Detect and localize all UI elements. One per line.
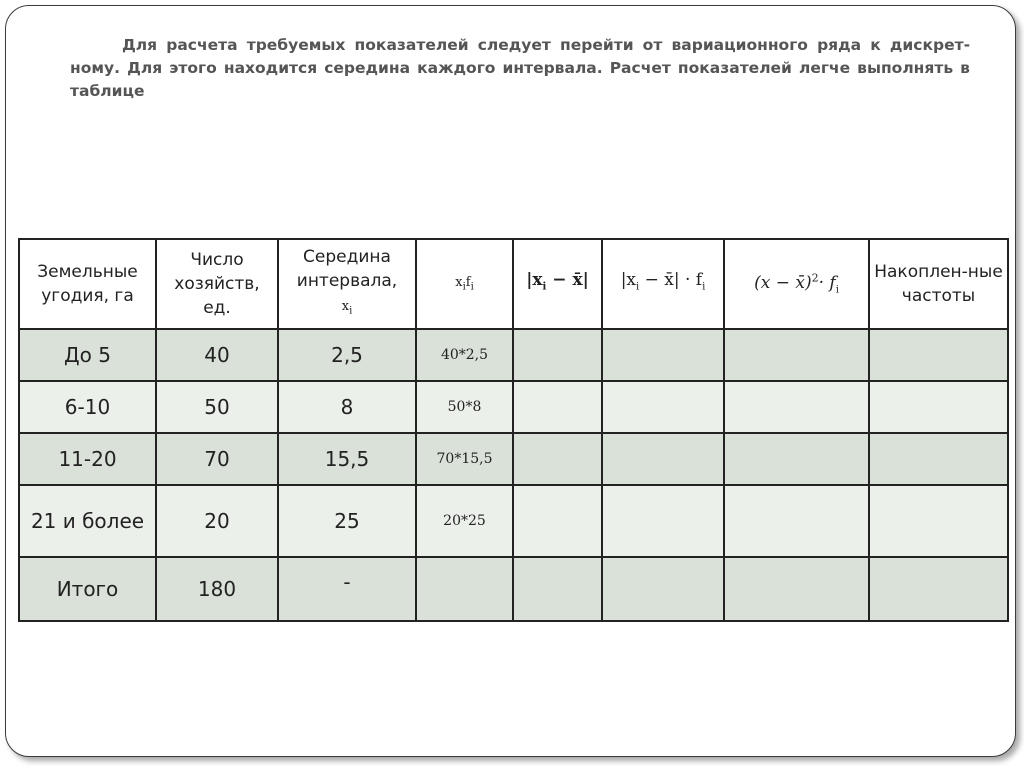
- cell-xf: 40*2,5: [416, 329, 513, 381]
- header-abs-deviation-weighted: $|x_i$ − x̄| · $f_i$: [602, 239, 724, 329]
- cell-sq-dev: [724, 557, 869, 621]
- cell-xf: 70*15,5: [416, 433, 513, 485]
- cell-sq-dev: [724, 381, 869, 433]
- header-land: Земельные угодия, га: [19, 239, 156, 329]
- cell-land: 21 и более: [19, 485, 156, 557]
- cell-xf: [416, 557, 513, 621]
- cell-farms: 50: [156, 381, 278, 433]
- cell-abs-dev-weighted: [602, 329, 724, 381]
- table-row: [19, 381, 1008, 433]
- header-midpoint-label: Середина интервала,: [296, 246, 398, 291]
- cell-land: До 5: [19, 329, 156, 381]
- table-header-row: [19, 239, 1008, 329]
- cell-cumulative: [869, 557, 1008, 621]
- cell-abs-dev: [513, 381, 602, 433]
- cell-land: 6-10: [19, 381, 156, 433]
- header-xf: $x_if_i$: [416, 239, 513, 329]
- table-row-total: [19, 557, 1008, 621]
- cell-sq-dev: [724, 485, 869, 557]
- cell-abs-dev: [513, 485, 602, 557]
- table-row: [19, 485, 1008, 557]
- cell-farms: 20: [156, 485, 278, 557]
- header-midpoint-var: $x_i$: [341, 298, 353, 317]
- cell-xf: 20*25: [416, 485, 513, 557]
- header-cumulative: Накоплен-ные частоты: [869, 239, 1008, 329]
- header-midpoint: [278, 239, 416, 329]
- cell-midpoint: 8: [278, 381, 416, 433]
- intro-paragraph: [70, 34, 970, 103]
- cell-sq-dev: [724, 433, 869, 485]
- cell-land: 11-20: [19, 433, 156, 485]
- cell-cumulative: [869, 485, 1008, 557]
- header-farms: Число хозяйств, ед.: [156, 239, 278, 329]
- cell-abs-dev: [513, 433, 602, 485]
- header-squared-deviation: (x − x̄)$^2$· $f_i$: [724, 239, 869, 329]
- cell-land: Итого: [19, 557, 156, 621]
- cell-abs-dev-weighted: [602, 381, 724, 433]
- cell-cumulative: [869, 381, 1008, 433]
- cell-midpoint: 25: [278, 485, 416, 557]
- header-abs-deviation: $|x_i$ − x̄|: [513, 239, 602, 329]
- cell-sq-dev: [724, 329, 869, 381]
- table-row: [19, 433, 1008, 485]
- cell-abs-dev: [513, 329, 602, 381]
- frequency-table: [18, 238, 1009, 622]
- cell-cumulative: [869, 329, 1008, 381]
- cell-abs-dev-weighted: [602, 433, 724, 485]
- cell-abs-dev-weighted: [602, 485, 724, 557]
- intro-text: Для расчета требуемых показателей следует перейти от вариационного ряда к дискрет-ному. Для этого находится середина каждого интервала. Расчет показателей легче выполнять в таблице: [70, 36, 970, 100]
- cell-midpoint: 15,5: [278, 433, 416, 485]
- table-row: [19, 329, 1008, 381]
- cell-abs-dev: [513, 557, 602, 621]
- cell-midpoint: -: [278, 557, 416, 621]
- cell-farms: 70: [156, 433, 278, 485]
- cell-midpoint: 2,5: [278, 329, 416, 381]
- cell-abs-dev-weighted: [602, 557, 724, 621]
- cell-cumulative: [869, 433, 1008, 485]
- cell-xf: 50*8: [416, 381, 513, 433]
- cell-farms: 180: [156, 557, 278, 621]
- cell-farms: 40: [156, 329, 278, 381]
